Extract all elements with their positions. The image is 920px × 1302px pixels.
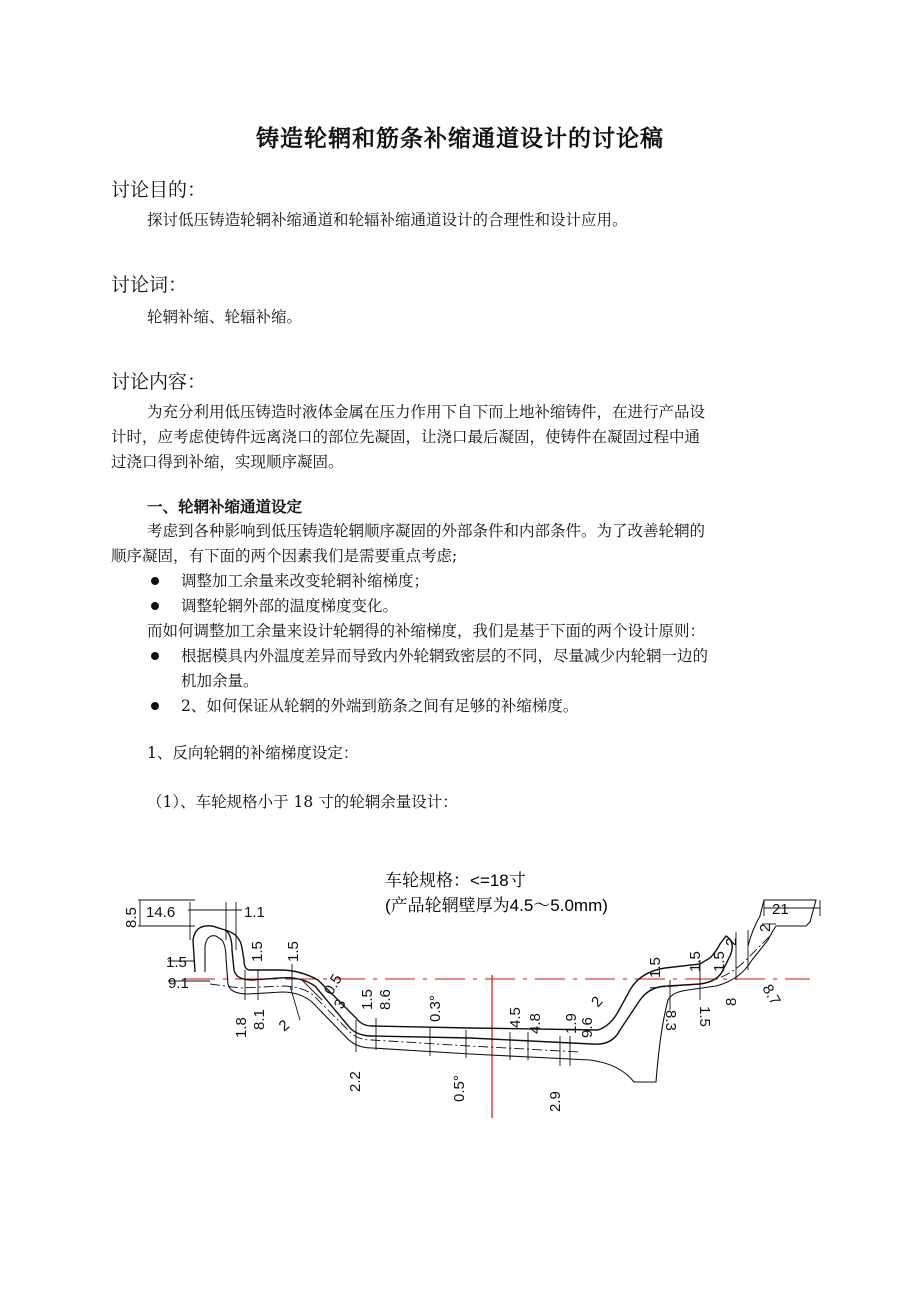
rim-para-line3: 而如何调整加工余量来设计轮辋得的补缩梯度，我们是基于下面的两个设计原则： bbox=[147, 622, 706, 640]
keywords-text: 轮辋补缩、轮辐补缩。 bbox=[147, 308, 303, 326]
dim-8-1: 8.1 bbox=[251, 1009, 268, 1030]
figure-caption-line1: 车轮规格：<=18寸 bbox=[385, 871, 526, 890]
dim-1-5-c: 1.5 bbox=[359, 989, 376, 1010]
dim-2-right: 2 bbox=[723, 937, 740, 946]
dimension-labels bbox=[123, 901, 789, 1112]
dim-2-top: 2 bbox=[757, 923, 774, 932]
dim-8-3: 8.3 bbox=[662, 1010, 679, 1031]
rim-section-drawing bbox=[0, 860, 920, 1130]
dim-0-3-deg: 0.3° bbox=[427, 995, 444, 1022]
dim-1-5-a: 1.5 bbox=[249, 941, 266, 962]
dim-1-5-f: 1.5 bbox=[687, 951, 704, 972]
bullet-item-2: 调整轮辋外部的温度梯度变化。 bbox=[181, 597, 399, 615]
bullet-item-3-line1: 根据模具内外温度差异而导致内外轮辋致密层的不同，尽量减少内轮辋一边的 bbox=[181, 647, 709, 665]
dimension-lines bbox=[138, 900, 820, 1066]
dim-2-2: 2.2 bbox=[347, 1071, 364, 1092]
bullet-dot bbox=[151, 602, 159, 610]
bullet-item-3-line2: 机加余量。 bbox=[181, 672, 259, 690]
heading-purpose: 讨论目的： bbox=[111, 179, 207, 201]
content-para-line2: 计时，应考虑使铸件远离浇口的部位先凝固，让浇口最后凝固，使铸件在凝固过程中通 bbox=[111, 428, 701, 446]
dim-1-8: 1.8 bbox=[233, 1017, 250, 1038]
heading-content: 讨论内容： bbox=[111, 371, 207, 393]
subheading-rim-feeding: 一、轮辋补缩通道设定 bbox=[147, 497, 303, 516]
dim-2-left: 2 bbox=[275, 1016, 293, 1036]
dim-8-6: 8.6 bbox=[377, 989, 394, 1010]
dim-2-9: 2.9 bbox=[547, 1091, 564, 1112]
dim-1-5-g: 1.5 bbox=[711, 951, 728, 972]
rim-outer-profile bbox=[193, 926, 732, 1044]
figure-caption-line2: (产品轮辋壁厚为4.5～5.0mm) bbox=[385, 896, 608, 915]
dim-8-5: 8.5 bbox=[123, 907, 140, 928]
dim-1-9: 1.9 bbox=[563, 1013, 580, 1034]
rim-para-line2: 顺序凝固，有下面的两个因素我们是需要重点考虑; bbox=[111, 547, 458, 565]
dim-1-1: 1.1 bbox=[244, 904, 265, 921]
rim-inner-profile bbox=[205, 900, 816, 1082]
dim-8-7: 8.7 bbox=[758, 981, 784, 1009]
dim-r2-mid: 2 bbox=[588, 993, 607, 1011]
content-para-line3: 过浇口得到补缩，实现顺序凝固。 bbox=[111, 453, 344, 471]
bullet-item-1: 调整加工余量来改变轮辋补缩梯度； bbox=[181, 572, 430, 590]
dim-9-6: 9.6 bbox=[579, 1017, 596, 1038]
dim-9-1: 9.1 bbox=[168, 975, 189, 992]
heading-keywords: 讨论词： bbox=[111, 274, 188, 296]
bullet-dot bbox=[151, 652, 159, 660]
dim-1-5-left: 1.5 bbox=[166, 954, 187, 971]
numbered-item-1-1: （1）、车轮规格小于 18 寸的轮辋余量设计： bbox=[147, 793, 458, 811]
dim-1-5-b: 1.5 bbox=[285, 941, 302, 962]
dim-4-5: 4.5 bbox=[507, 1007, 524, 1028]
numbered-item-1: 1、反向轮辋的补缩梯度设定： bbox=[147, 744, 359, 762]
dim-3-slant: 3 bbox=[330, 996, 350, 1012]
content-para-line1: 为充分利用低压铸造时液体金属在压力作用下自下而上地补缩铸件，在进行产品设 bbox=[147, 403, 706, 421]
document-title: 铸造轮辋和筋条补缩通道设计的讨论稿 bbox=[256, 125, 664, 152]
dim-14-6: 14.6 bbox=[146, 904, 176, 921]
dim-21: 21 bbox=[772, 901, 789, 918]
dim-4-8: 4.8 bbox=[527, 1013, 544, 1034]
bullet-dot bbox=[151, 702, 159, 710]
purpose-text: 探讨低压铸造轮辋补缩通道和轮辐补缩通道设计的合理性和设计应用。 bbox=[147, 211, 628, 229]
bullet-dot bbox=[151, 577, 159, 585]
rim-para-line1: 考虑到各种影响到低压铸造轮辋顺序凝固的外部条件和内部条件。为了改善轮辋的 bbox=[147, 522, 706, 540]
dim-0-5-deg: 0.5° bbox=[451, 1075, 468, 1102]
dim-8: 8 bbox=[723, 997, 740, 1006]
dim-0-5-slant: 0.5 bbox=[320, 971, 346, 998]
dim-1-5-d: 1.5 bbox=[647, 957, 664, 978]
dim-1-5-e: 1.5 bbox=[696, 1006, 713, 1027]
bullet-item-4: 2、如何保证从轮辋的外端到筋条之间有足够的补缩梯度。 bbox=[181, 697, 579, 715]
